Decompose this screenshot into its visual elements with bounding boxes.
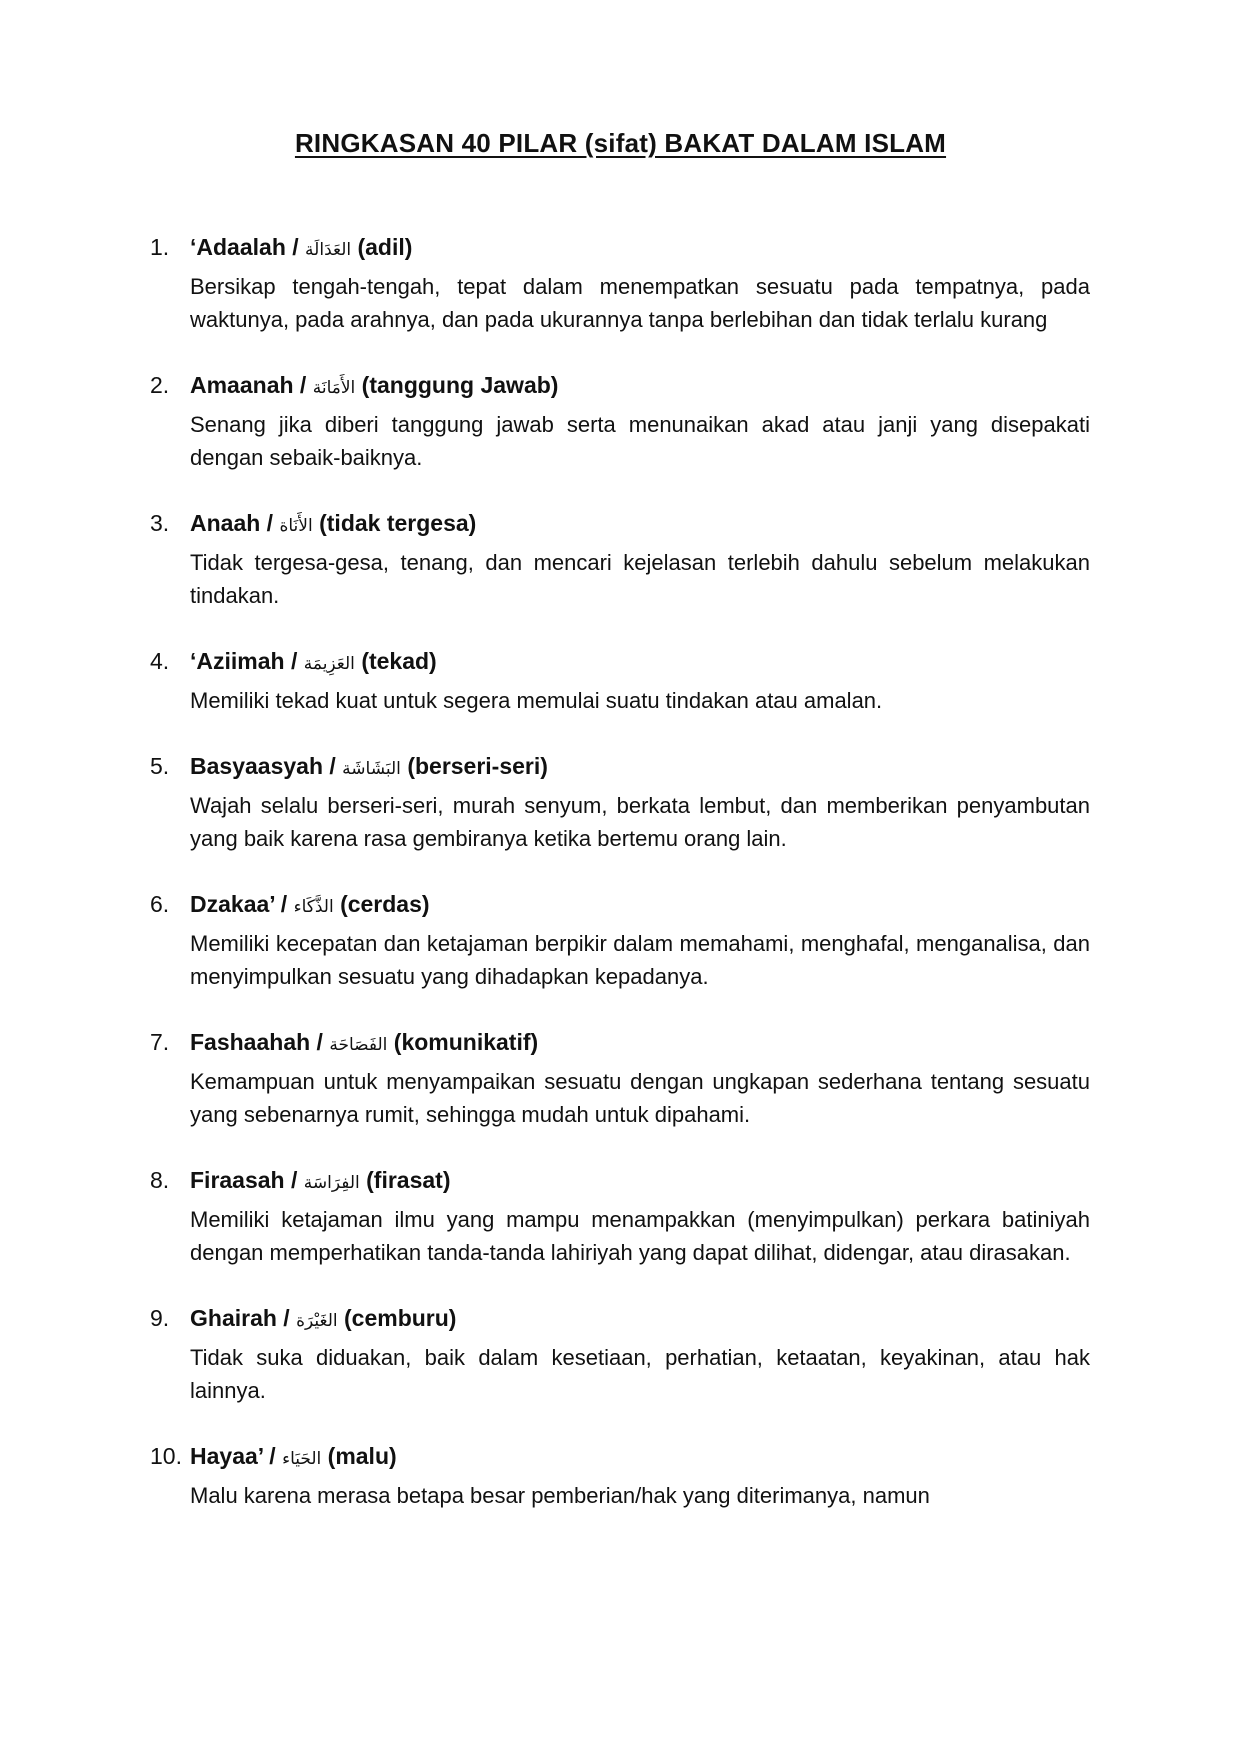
list-item	[150, 1027, 1090, 1131]
item-description: Memiliki ketajaman ilmu yang mampu menampakkan (menyimpulkan) perkara batiniyah dengan memperhatikan tanda-tanda lahiriyah yang dapat dilihat, didengar, atau dirasakan.	[190, 1207, 1090, 1265]
list-item	[150, 370, 1090, 474]
item-heading: Fashaahah / الفَصَاحَة (komunikatif)	[190, 1029, 539, 1055]
item-latin-term: Amaanah	[190, 372, 294, 398]
item-meaning: (adil)	[357, 234, 413, 260]
pillar-list	[150, 232, 1090, 1546]
list-item	[150, 751, 1090, 855]
item-number: 8.	[150, 1167, 170, 1193]
item-number: 4.	[150, 648, 170, 674]
item-meaning: (komunikatif)	[393, 1029, 539, 1055]
item-heading: Dzakaa’ / الذَّكَاء (cerdas)	[190, 891, 430, 917]
item-arabic-term: العَزِيمَة	[303, 654, 355, 674]
item-meaning: (tekad)	[361, 648, 437, 674]
list-item	[150, 232, 1090, 336]
list-item	[150, 1303, 1090, 1407]
item-latin-term: Basyaasyah	[190, 753, 323, 779]
item-description: Malu karena merasa betapa besar pemberian/hak yang diterimanya, namun	[190, 1483, 930, 1508]
item-arabic-term: الحَيَاء	[282, 1449, 322, 1469]
item-meaning: (cerdas)	[340, 891, 430, 917]
item-arabic-term: الغَيْرَة	[296, 1311, 338, 1331]
item-meaning: (berseri-seri)	[407, 753, 548, 779]
item-number: 2.	[150, 372, 170, 398]
item-heading: Hayaa’ / الحَيَاء (malu)	[190, 1443, 397, 1469]
item-latin-term: ‘Aziimah	[190, 648, 285, 674]
item-description: Tidak tergesa-gesa, tenang, dan mencari kejelasan terlebih dahulu sebelum melakukan tindakan.	[190, 550, 1090, 608]
list-item	[150, 646, 1090, 717]
item-arabic-term: البَشَاشَة	[342, 759, 401, 779]
item-latin-term: ‘Adaalah	[190, 234, 286, 260]
item-meaning: (tidak tergesa)	[319, 510, 477, 536]
item-description: Wajah selalu berseri-seri, murah senyum, berkata lembut, dan memberikan penyambutan yang baik karena rasa gembiranya ketika bertemu orang lain.	[190, 793, 1090, 851]
list-item	[150, 1165, 1090, 1269]
item-number: 3.	[150, 510, 170, 536]
list-item	[150, 1441, 1090, 1512]
item-meaning: (tanggung Jawab)	[361, 372, 559, 398]
item-number: 6.	[150, 891, 170, 917]
page-title: RINGKASAN 40 PILAR (sifat) BAKAT DALAM ISLAM	[294, 128, 947, 158]
item-latin-term: Firaasah	[190, 1167, 285, 1193]
item-arabic-term: الفِرَاسَة	[303, 1173, 360, 1193]
item-arabic-term: الفَصَاحَة	[329, 1035, 388, 1055]
list-item	[150, 508, 1090, 612]
item-heading: Basyaasyah / البَشَاشَة (berseri-seri)	[190, 753, 548, 779]
item-heading: Anaah / الأَنَاة (tidak tergesa)	[190, 510, 477, 536]
item-heading: Firaasah / الفِرَاسَة (firasat)	[190, 1167, 451, 1193]
item-description: Bersikap tengah-tengah, tepat dalam menempatkan sesuatu pada tempatnya, pada waktunya, pada arahnya, dan pada ukurannya tanpa berlebihan dan tidak terlalu kurang	[190, 274, 1090, 332]
item-description: Senang jika diberi tanggung jawab serta menunaikan akad atau janji yang disepakati dengan sebaik-baiknya.	[190, 412, 1090, 470]
item-heading: Amaanah / الأَمَانَة (tanggung Jawab)	[190, 372, 559, 398]
item-latin-term: Ghairah	[190, 1305, 277, 1331]
item-number: 9.	[150, 1305, 170, 1331]
item-heading: ‘Adaalah / العَدَالَة (adil)	[190, 234, 413, 260]
item-arabic-term: الذَّكَاء	[293, 897, 334, 917]
item-latin-term: Dzakaa’	[190, 891, 275, 917]
item-number: 5.	[150, 753, 170, 779]
item-number: 7.	[150, 1029, 170, 1055]
item-description: Memiliki kecepatan dan ketajaman berpikir dalam memahami, menghafal, menganalisa, dan menyimpulkan sesuatu yang dihadapkan kepadanya.	[190, 931, 1090, 989]
item-description: Kemampuan untuk menyampaikan sesuatu dengan ungkapan sederhana tentang sesuatu yang sebenarnya rumit, sehingga mudah untuk dipahami.	[190, 1069, 1090, 1127]
item-meaning: (firasat)	[366, 1167, 451, 1193]
item-latin-term: Hayaa’	[190, 1443, 263, 1469]
item-heading: Ghairah / الغَيْرَة (cemburu)	[190, 1305, 457, 1331]
item-number: 1.	[150, 234, 170, 260]
item-number: 10.	[150, 1443, 182, 1469]
item-heading: ‘Aziimah / العَزِيمَة (tekad)	[190, 648, 437, 674]
list-item	[150, 889, 1090, 993]
item-description: Memiliki tekad kuat untuk segera memulai suatu tindakan atau amalan.	[190, 688, 883, 713]
item-meaning: (cemburu)	[344, 1305, 457, 1331]
item-latin-term: Fashaahah	[190, 1029, 311, 1055]
item-arabic-term: الأَنَاة	[279, 516, 313, 536]
item-latin-term: Anaah	[190, 510, 261, 536]
item-arabic-term: العَدَالَة	[305, 240, 352, 260]
item-description: Tidak suka diduakan, baik dalam kesetiaan, perhatian, ketaatan, keyakinan, atau hak lainnya.	[190, 1345, 1090, 1403]
item-meaning: (malu)	[327, 1443, 397, 1469]
item-arabic-term: الأَمَانَة	[312, 378, 356, 398]
